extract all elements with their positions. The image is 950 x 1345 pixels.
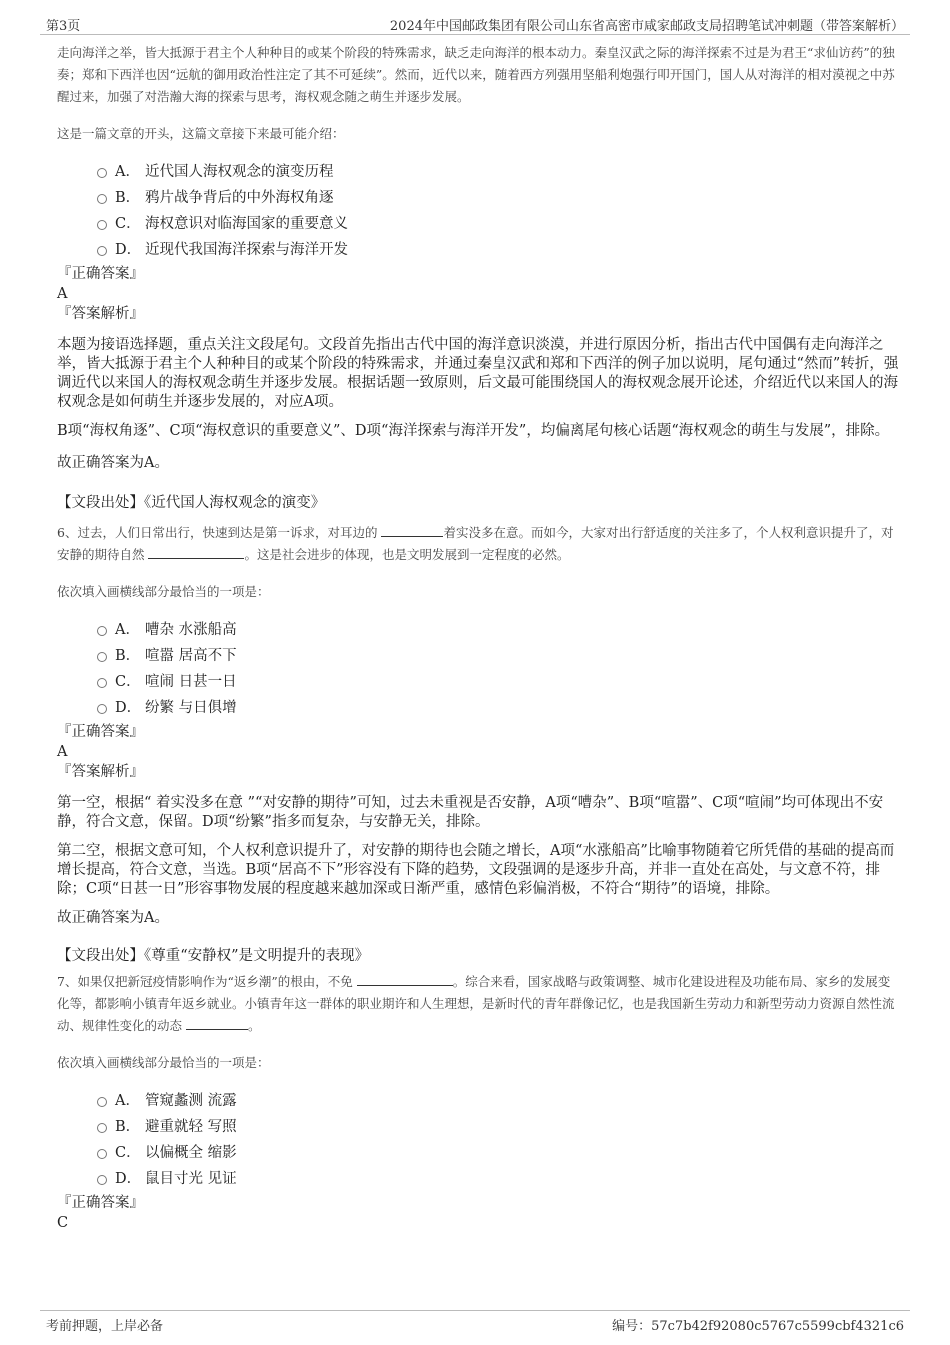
question-7-passage: 7、如果仅把新冠疫情影响作为“返乡潮”的根由，不免 。综合来看，国家战略与政策调整、城市化建设进程及功能布局、家乡的发展变化等，都影响小镇青年返乡就业。小镇青年这一群体的职业期许和人生理想，是新时代的青年群像记忆，也是我国新生劳动力和新型劳动力资源自然性流动、规律性变化的动态 。 [57, 971, 902, 1037]
answer-value: A [57, 286, 68, 302]
question-7-options [57, 1087, 902, 1191]
option-b[interactable]: B． 喧嚣 居高不下 [57, 642, 902, 668]
radio-icon[interactable] [97, 246, 107, 256]
radio-icon[interactable] [97, 1123, 107, 1133]
page-footer [40, 1310, 910, 1337]
analysis-paragraph: B项“海权角逐”、C项“海权意识的重要意义”、D项“海洋探索与海洋开发”，均偏离尾句核心话题“海权观念的萌生与发展”，排除。 [57, 423, 890, 439]
passage-source: 【文段出处】《尊重“安静权”是文明提升的表现》 [57, 948, 370, 964]
question-6-passage: 6、过去，人们日常出行，快速到达是第一诉求，对耳边的 着实没多在意。而如今，大家对出行舒适度的关注多了，个人权利意识提升了，对安静的期待自然 。这是社会进步的体现，也是文明发展到一定程度的必然。 [57, 522, 902, 566]
radio-icon[interactable] [97, 168, 107, 178]
question-7-prompt: 依次填入画横线部分最恰当的一项是： [57, 1055, 270, 1070]
radio-icon[interactable] [97, 678, 107, 688]
radio-icon[interactable] [97, 1175, 107, 1185]
fill-blank [381, 522, 443, 537]
radio-icon[interactable] [97, 652, 107, 662]
option-d[interactable]: D． 鼠目寸光 见证 [57, 1165, 902, 1191]
option-d[interactable]: D． 纷繁 与日俱增 [57, 694, 902, 720]
radio-icon[interactable] [97, 1149, 107, 1159]
radio-icon[interactable] [97, 704, 107, 714]
radio-icon[interactable] [97, 1097, 107, 1107]
option-d[interactable]: D． 近现代我国海洋探索与海洋开发 [57, 236, 902, 262]
document-title: 2024年中国邮政集团有限公司山东省高密市咸家邮政支局招聘笔试冲刺题（带答案解析） [389, 19, 904, 34]
passage-source: 【文段出处】《近代国人海权观念的演变》 [57, 495, 326, 511]
question-6-prompt: 依次填入画横线部分最恰当的一项是： [57, 584, 270, 599]
option-c[interactable]: C． 喧闹 日甚一日 [57, 668, 902, 694]
question-5-passage: 走向海洋之举，皆大抵源于君主个人种种目的或某个阶段的特殊需求，缺乏走向海洋的根本动力。秦皇汉武之际的海洋探索不过是为君王“求仙访药”的独奏；郑和下西洋也因“远航的御用政治性注定了其不可延续”。然而，近代以来，随着西方列强用坚船利炮强行叩开国门，国人从对海洋的相对漠视之中苏醒过来，加强了对浩瀚大海的探索与思考，海权观念随之萌生并逐步发展。 [57, 45, 895, 104]
analysis-label: 『答案解析』 [57, 306, 144, 322]
option-a[interactable]: A． 管窥蠡测 流露 [57, 1087, 902, 1113]
answer-label: 『正确答案』 [57, 266, 144, 282]
analysis-label: 『答案解析』 [57, 764, 144, 780]
option-a[interactable]: A． 嘈杂 水涨船高 [57, 616, 902, 642]
analysis-paragraph: 第二空，根据文意可知，个人权利意识提升了，对安静的期待也会随之增长，A项“水涨船高”比喻事物随着它所凭借的基础的提高而增长提高，符合文意，当选。B项“居高不下”形容没有下降的趋势，文段强调的是逐步升高，并非一直处在高处，与文意不符，排除；C项“日甚一日”形容事物发展的程度越来越加深或日渐严重，感情色彩偏消极，不符合“期待”的语境，排除。 [57, 843, 895, 897]
answer-value: A [57, 744, 68, 760]
option-b[interactable]: B． 避重就轻 写照 [57, 1113, 902, 1139]
answer-label: 『正确答案』 [57, 1195, 144, 1211]
page-number: 第3页 [46, 19, 81, 34]
radio-icon[interactable] [97, 626, 107, 636]
footer-slogan: 考前押题，上岸必备 [46, 1319, 164, 1334]
answer-label: 『正确答案』 [57, 724, 144, 740]
document-body [57, 40, 902, 1233]
question-5-prompt: 这是一篇文章的开头，这篇文章接下来最可能介绍： [57, 126, 345, 141]
analysis-paragraph: 第一空，根据“ 着实没多在意 ”“对安静的期待”可知，过去未重视是否安静，A项“嘈杂”、B项“喧嚣”、C项“喧闹”均可体现出不安静，符合文意，保留。D项“纷繁”指多而复杂，与安静无关，排除。 [57, 795, 884, 830]
option-c[interactable]: C． 海权意识对临海国家的重要意义 [57, 210, 902, 236]
option-c[interactable]: C． 以偏概全 缩影 [57, 1139, 902, 1165]
analysis-conclusion: 故正确答案为A。 [57, 910, 169, 926]
question-5-options [57, 158, 902, 262]
question-6-options [57, 616, 902, 720]
fill-blank [357, 971, 453, 986]
analysis-conclusion: 故正确答案为A。 [57, 455, 169, 471]
document-id: 编号：57c7b42f92080c5767c5599cbf4321c6 [612, 1319, 904, 1334]
fill-blank [148, 544, 244, 559]
option-a[interactable]: A． 近代国人海权观念的演变历程 [57, 158, 902, 184]
radio-icon[interactable] [97, 220, 107, 230]
page-header [40, 12, 910, 35]
option-b[interactable]: B． 鸦片战争背后的中外海权角逐 [57, 184, 902, 210]
fill-blank [186, 1015, 248, 1030]
radio-icon[interactable] [97, 194, 107, 204]
answer-value: C [57, 1215, 69, 1231]
analysis-paragraph: 本题为接语选择题，重点关注文段尾句。文段首先指出古代中国的海洋意识淡漠，并进行原因分析，指出古代中国偶有走向海洋之举，皆大抵源于君主个人种种目的或某个阶段的特殊需求，并通过秦皇汉武和郑和下西洋的例子加以说明，尾句通过“然而”转折，强调近代以来国人的海权观念萌生并逐步发展。根据话题一致原则，后文最可能围绕国人的海权观念展开论述，介绍近代以来国人的海权观念是如何萌生并逐步发展的，对应A项。 [57, 337, 899, 410]
